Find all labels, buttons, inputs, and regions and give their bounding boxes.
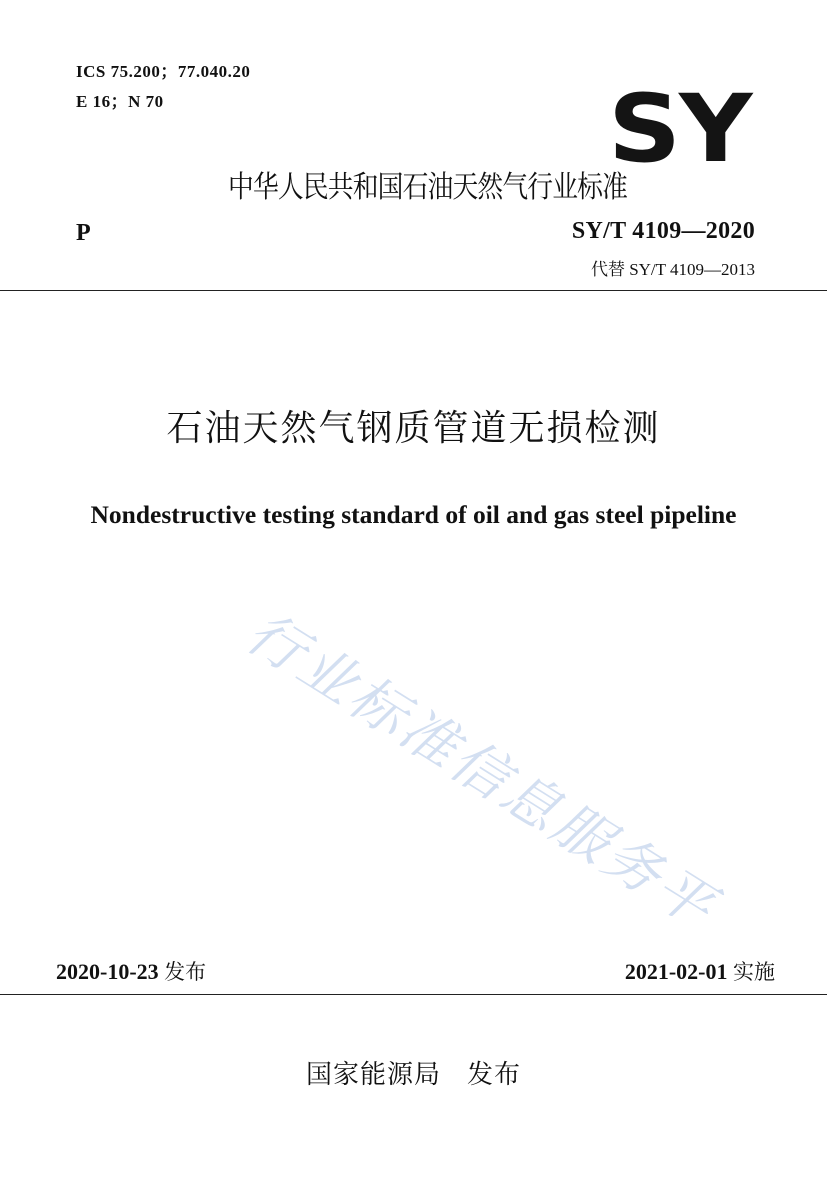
industry-standard-heading: 中华人民共和国石油天然气行业标准 <box>228 170 628 205</box>
bottom-divider <box>0 994 827 995</box>
replaces-standard: 代替 SY/T 4109—2013 <box>590 260 755 279</box>
classification-codes <box>76 60 250 120</box>
top-divider <box>0 290 827 291</box>
publish-label: 发布 <box>164 960 207 984</box>
implement-label: 实施 <box>733 960 775 984</box>
publisher <box>0 1054 827 1091</box>
publish-date <box>56 956 206 986</box>
ics-code: ICS 75.200；77.040.20 <box>76 62 251 81</box>
publish-date-value: 2020-10-23 <box>56 959 159 984</box>
title-chinese: 石油天然气钢质管道无损检测 <box>166 408 661 449</box>
category-letter: P <box>76 220 91 246</box>
standard-code: SY/T 4109—2020 <box>571 218 755 244</box>
title-english: Nondestructive testing standard of oil and gas steel pipeline <box>90 500 737 529</box>
implement-date <box>625 956 775 986</box>
implement-date-value: 2021-02-01 <box>624 959 728 984</box>
publisher-name: 国家能源局 <box>305 1060 441 1090</box>
ccs-code: E 16；N 70 <box>76 92 164 111</box>
publisher-action: 发布 <box>467 1060 522 1090</box>
sy-logo: SY <box>608 75 751 184</box>
watermark-text: 行业标准信息服务平 <box>235 600 728 942</box>
